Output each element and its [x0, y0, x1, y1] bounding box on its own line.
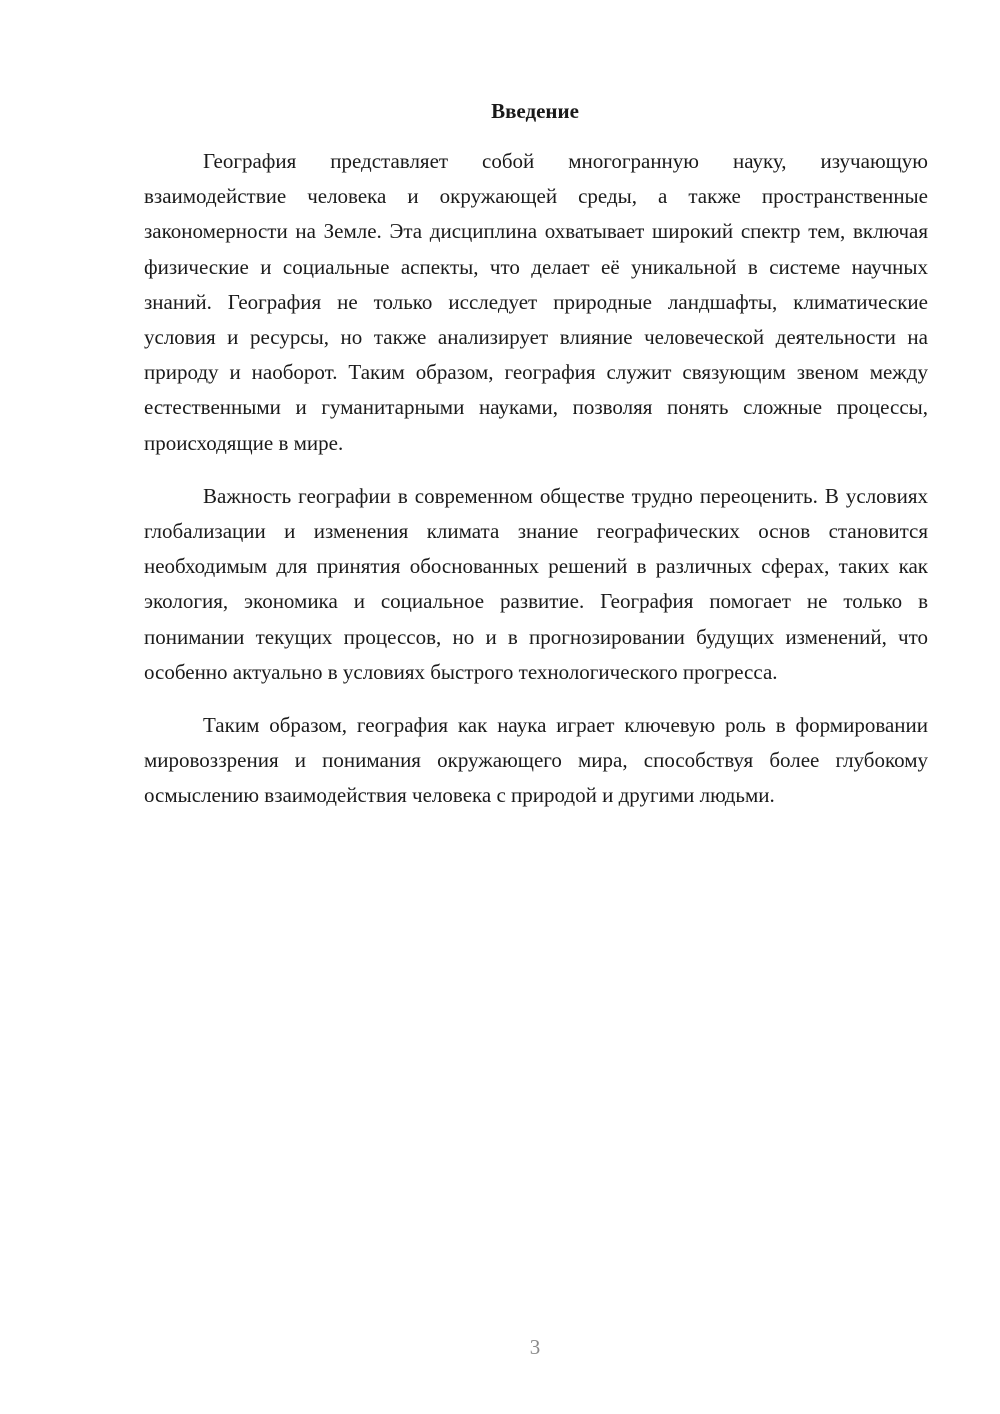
paragraph-2: Важность географии в современном обществе трудно переоценить. В условиях глобализации и изменения климата знание географических основ становится необходимым для принятия обоснованных решений в различных сферах, таких как экология, экономика и социальное развитие. География помогает не только в понимании текущих процессов, но и в прогнозировании будущих изменений, что особенно актуально в условиях быстрого технологического прогресса.: [144, 483, 928, 684]
paragraph-3: Таким образом, география как наука играет ключевую роль в формировании мировоззрения и понимания окружающего мира, способствуя более глубокому осмыслению взаимодействия человека с природой и другими людьми.: [144, 713, 928, 808]
section-heading: Введение: [491, 99, 579, 123]
page-number: 3: [529, 1335, 541, 1359]
paragraph-1: География представляет собой многогранную науку, изучающую взаимодействие человека и окружающей среды, а также пространственные закономерности на Земле. Эта дисциплина охватывает широкий спектр тем, включая физические и социальные аспекты, что делает её уникальной в системе научных знаний. География не только исследует природные ландшафты, климатические условия и ресурсы, но также анализирует влияние человеческой деятельности на природу и наоборот. Таким образом, география служит связующим звеном между естественными и гуманитарными науками, позволяя понять сложные процессы, происходящие в мире.: [144, 149, 928, 455]
body-text: [144, 144, 928, 832]
